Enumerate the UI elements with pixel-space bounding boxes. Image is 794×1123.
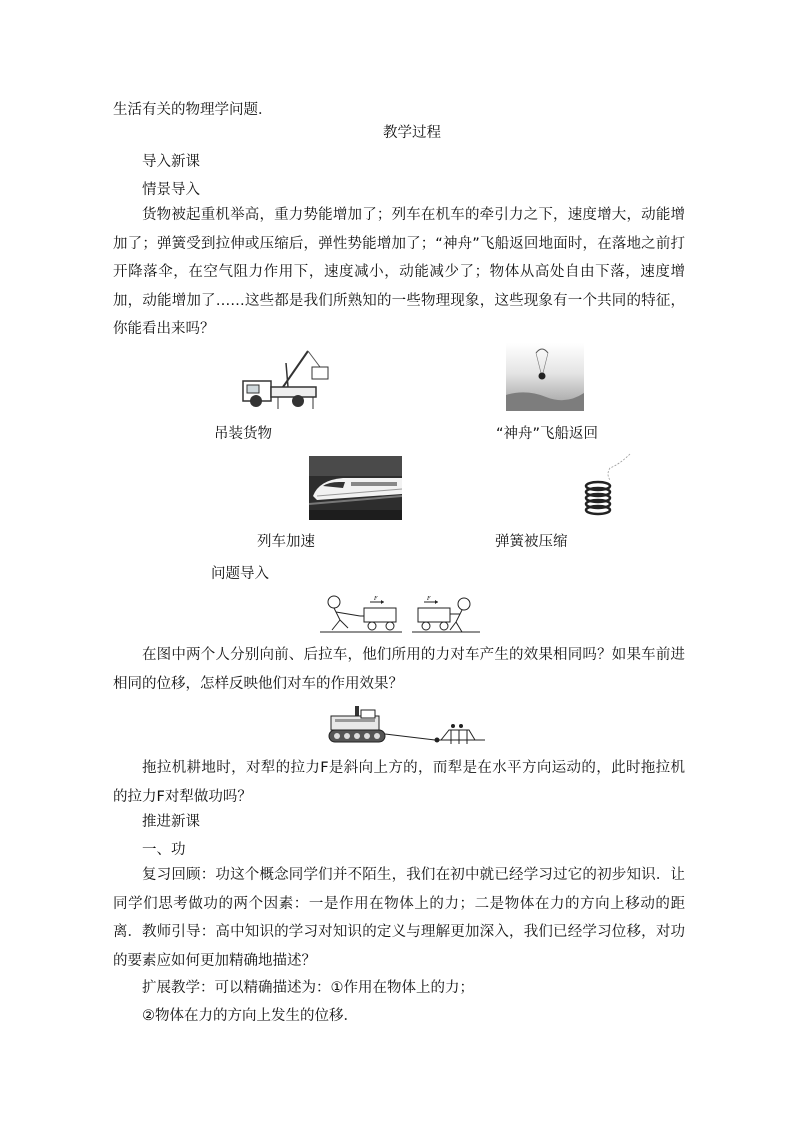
heading-intro: 导入新课 — [142, 154, 200, 170]
line-continuation: 生活有关的物理学问题． — [113, 102, 273, 118]
paragraph-expand: 扩展教学：可以精确描述为：①作用在物体上的力； — [142, 980, 474, 996]
crane-figure — [238, 343, 338, 411]
force-label-left: F — [374, 596, 378, 602]
page-title: 教学过程 — [383, 125, 441, 141]
caption-spring: 弹簧被压缩 — [495, 534, 568, 550]
caption-crane: 吊装货物 — [214, 426, 272, 442]
shenzhou-figure — [506, 343, 584, 411]
heading-advance: 推进新课 — [142, 814, 200, 830]
heading-work: 一、功 — [142, 842, 186, 858]
heading-question: 问题导入 — [211, 566, 269, 582]
caption-train: 列车加速 — [257, 534, 315, 550]
paragraph-tractor: 拖拉机耕地时，对犁的拉力F是斜向上方的，而犁是在水平方向运动的，此时拖拉机的拉力F对犁做功吗？ — [113, 760, 685, 805]
paragraph-displacement: ②物体在力的方向上发生的位移． — [142, 1008, 358, 1024]
heading-scene: 情景导入 — [142, 182, 200, 198]
cart-pull-figure — [320, 592, 480, 634]
spring-figure — [580, 452, 640, 518]
force-label-right: F — [427, 596, 431, 602]
caption-shenzhou: “神舟”飞船返回 — [496, 426, 599, 442]
train-figure — [309, 456, 402, 520]
paragraph-teacher: 教师引导：高中知识的学习对知识的定义与理解更加深入，我们已经学习位移，对功的要素应如何更加精确地描述？ — [113, 924, 685, 969]
tractor-figure — [325, 700, 495, 748]
paragraph-push: 在图中两个人分别向前、后拉车，他们所用的力对车产生的效果相同吗？如果车前进相同的位移，怎样反映他们对车的作用效果？ — [113, 647, 685, 692]
paragraph-scene: 货物被起重机举高，重力势能增加了；列车在机车的牵引力之下，速度增大，动能增加了；弹簧受到拉伸或压缩后，弹性势能增加了；“神舟”飞船返回地面时，在落地之前打开降落伞，在空气阻力作用下，速度减小，动能减少了；物体从高处自由下落，速度增加，动能增加了……这些都是我们所熟知的一些物理现象，这些现象有一个共同的特征，你能看出来吗？ — [113, 207, 685, 337]
paragraph-review: 复习回顾：功这个概念同学们并不陌生，我们在初中就已经学习过它的初步知识．让同学们思考做功的两个因素：一是作用在物体上的力；二是物体在力的方向上移动的距离． — [113, 867, 685, 940]
